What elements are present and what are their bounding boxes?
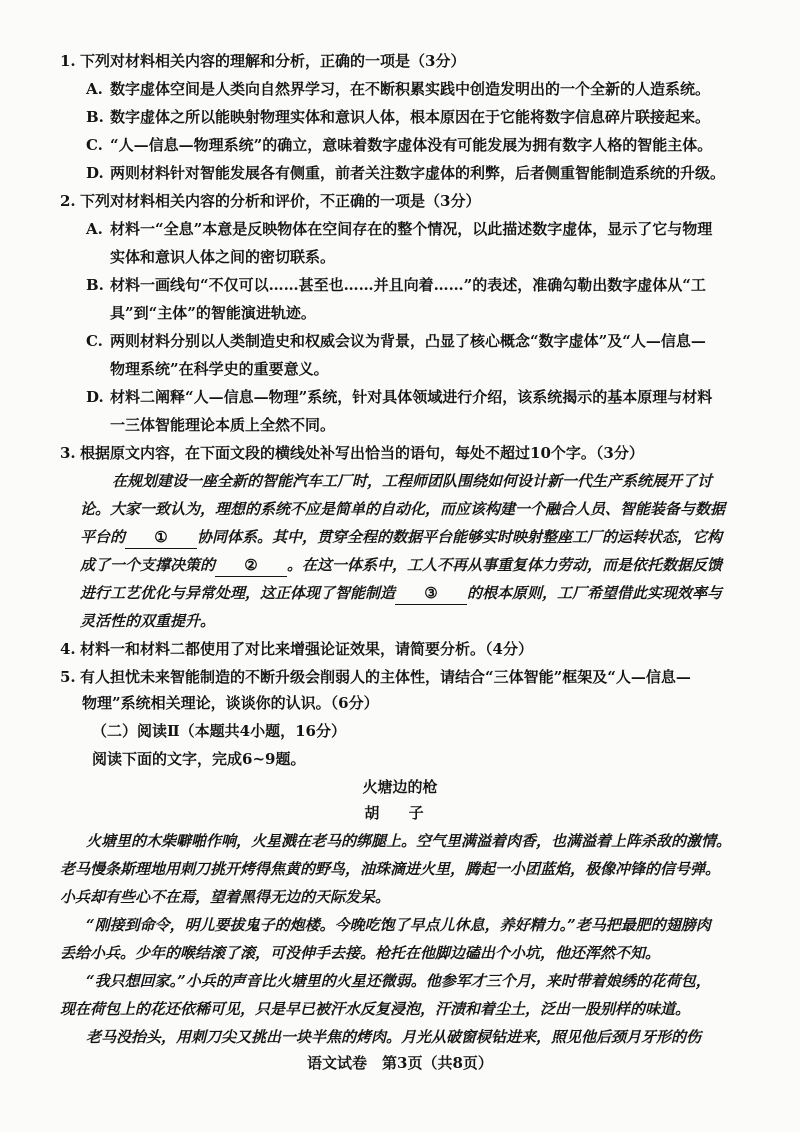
question-5-continued: 物理”系统相关理论，谈谈你的认识。（6分）: [82, 694, 379, 712]
option-text: 两则材料针对智能发展各有侧重，前者关注数字虚体的利弊，后者侧重智能制造系统的升级。: [110, 164, 726, 182]
story-line: 老马慢条斯理地用刺刀挑开烤得焦黄的野鸟，油珠滴进火里，腾起一小团蓝焰，极像冲锋的信号弹。: [60, 860, 721, 878]
story-line: 丢给小兵。少年的喉结滚了滚，可没伸手去接。枪托在他脚边磕出个小坑，他还浑然不知。: [60, 944, 661, 962]
q2-option-d: [86, 386, 766, 408]
option-letter: C.: [86, 332, 103, 350]
option-text: 材料二阐释“人—信息—物理”系统，针对具体领域进行介绍，该系统揭示的基本原理与材料: [110, 388, 713, 406]
section-instruction: 阅读下面的文字，完成6~9题。: [92, 750, 306, 768]
question-5: [60, 666, 765, 688]
cloze-text: 。在这一体系中，工人不再从事重复体力劳动，而是依托数据反馈: [287, 556, 723, 574]
cloze-line-2: 论。大家一致认为，理想的系统不应是简单的自动化，而应该构建一个融合人员、智能装备与数据: [80, 500, 726, 518]
cloze-line-4: [80, 554, 770, 577]
q2-option-d-continued: 一三体智能理论本质上全然不同。: [110, 416, 336, 434]
story-author: 胡 子: [364, 804, 436, 822]
cloze-text: 平台的: [80, 528, 126, 546]
q2-option-a: [86, 218, 766, 240]
option-text: 数字虚体空间是人类向自然界学习，在不断积累实践中创造发明出的一个全新的人造系统。: [110, 80, 711, 98]
question-3: [60, 442, 765, 464]
option-text: 两则材料分别以人类制造史和权威会议为背景，凸显了核心概念“数字虚体”及“人—信息—: [110, 332, 706, 350]
q1-option-b: [86, 106, 766, 128]
cloze-line-1: 在规划建设一座全新的智能汽车工厂时，工程师团队围绕如何设计新一代生产系统展开了讨: [112, 472, 713, 490]
option-text: 材料一“全息”本意是反映物体在空间存在的整个情况，以此描述数字虚体，显示了它与物理: [110, 220, 713, 238]
q2-option-b-continued: 具”到“主体”的智能演进轨迹。: [110, 304, 316, 322]
q1-option-a: [86, 78, 766, 100]
page-footer: 语文试卷 第3页（共8页）: [307, 1054, 493, 1072]
option-letter: B.: [86, 108, 104, 126]
story-line: 现在荷包上的花还依稀可见，只是早已被汗水反复浸泡，汗渍和着尘土，泛出一股别样的味道。: [60, 1000, 691, 1018]
question-stem: 根据原文内容，在下面文段的横线处补写出恰当的语句，每处不超过10个字。（3分）: [80, 444, 644, 462]
cloze-text: 成了一个支撑决策的: [80, 556, 216, 574]
cloze-line-5: [80, 582, 770, 605]
story-line: “我只想回家。”小兵的声音比火塘里的火星还微弱。他参军才三个月，来时带着娘绣的花荷包，: [86, 972, 711, 990]
question-2: [60, 190, 765, 212]
question-stem: 有人担忧未来智能制造的不断升级会削弱人的主体性，请结合“三体智能”框架及“人—信息—: [80, 668, 691, 686]
option-letter: D.: [86, 388, 104, 406]
q2-option-c-continued: 物理系统”在科学史的重要意义。: [110, 360, 329, 378]
answer-blank-2[interactable]: ②: [215, 554, 287, 577]
question-number: 1.: [60, 52, 76, 70]
option-letter: A.: [86, 80, 103, 98]
question-number: 5.: [60, 668, 76, 686]
story-line: “刚接到命令，明儿要拔鬼子的炮楼。今晚吃饱了早点儿休息，养好精力。”老马把最肥的翅膀肉: [86, 916, 711, 934]
question-number: 4.: [60, 640, 76, 658]
cloze-text: 进行工艺优化与异常处理，这正体现了智能制造: [80, 584, 396, 602]
option-letter: C.: [86, 136, 103, 154]
cloze-line-3: [80, 526, 770, 549]
q1-option-d: [86, 162, 766, 184]
section-heading: （二）阅读Ⅱ（本题共4小题，16分）: [92, 722, 346, 740]
question-number: 3.: [60, 444, 76, 462]
answer-blank-1[interactable]: ①: [125, 526, 197, 549]
question-1: [60, 50, 765, 72]
option-text: 数字虚体之所以能映射物理实体和意识人体，根本原因在于它能将数字信息碎片联接起来。: [110, 108, 711, 126]
question-stem: 材料一和材料二都使用了对比来增强论证效果，请简要分析。（4分）: [80, 640, 533, 658]
story-title: 火塘边的枪: [362, 778, 438, 796]
option-letter: D.: [86, 164, 104, 182]
q2-option-a-continued: 实体和意识人体之间的密切联系。: [110, 248, 336, 266]
cloze-text: 协同体系。其中，贯穿全程的数据平台能够实时映射整座工厂的运转状态，它构: [197, 528, 723, 546]
q1-option-c: [86, 134, 766, 156]
question-stem: 下列对材料相关内容的理解和分析，正确的一项是（3分）: [80, 52, 466, 70]
q2-option-b: [86, 274, 766, 296]
answer-blank-3[interactable]: ③: [395, 582, 467, 605]
cloze-line-6: 灵活性的双重提升。: [80, 612, 216, 630]
story-line: 老马没抬头，用刺刀尖又挑出一块半焦的烤肉。月光从破窗棂钻进来，照见他后颈月牙形的伤: [86, 1028, 702, 1046]
story-line: 小兵却有些心不在焉，望着黑得无边的天际发呆。: [60, 888, 391, 906]
q2-option-c: [86, 330, 766, 352]
question-stem: 下列对材料相关内容的分析和评价，不正确的一项是（3分）: [80, 192, 481, 210]
option-text: “人—信息—物理系统”的确立，意味着数字虚体没有可能发展为拥有数字人格的智能主体。: [110, 136, 713, 154]
question-4: [60, 638, 765, 660]
option-letter: B.: [86, 276, 104, 294]
option-letter: A.: [86, 220, 103, 238]
question-number: 2.: [60, 192, 76, 210]
cloze-text: 的根本原则，工厂希望借此实现效率与: [467, 584, 723, 602]
option-text: 材料一画线句“不仅可以……甚至也……并且向着……”的表述，准确勾勒出数字虚体从“工: [110, 276, 706, 294]
story-line: 火塘里的木柴噼啪作响，火星溅在老马的绑腿上。空气里满溢着肉香，也满溢着上阵杀敌的激情。: [86, 832, 732, 850]
